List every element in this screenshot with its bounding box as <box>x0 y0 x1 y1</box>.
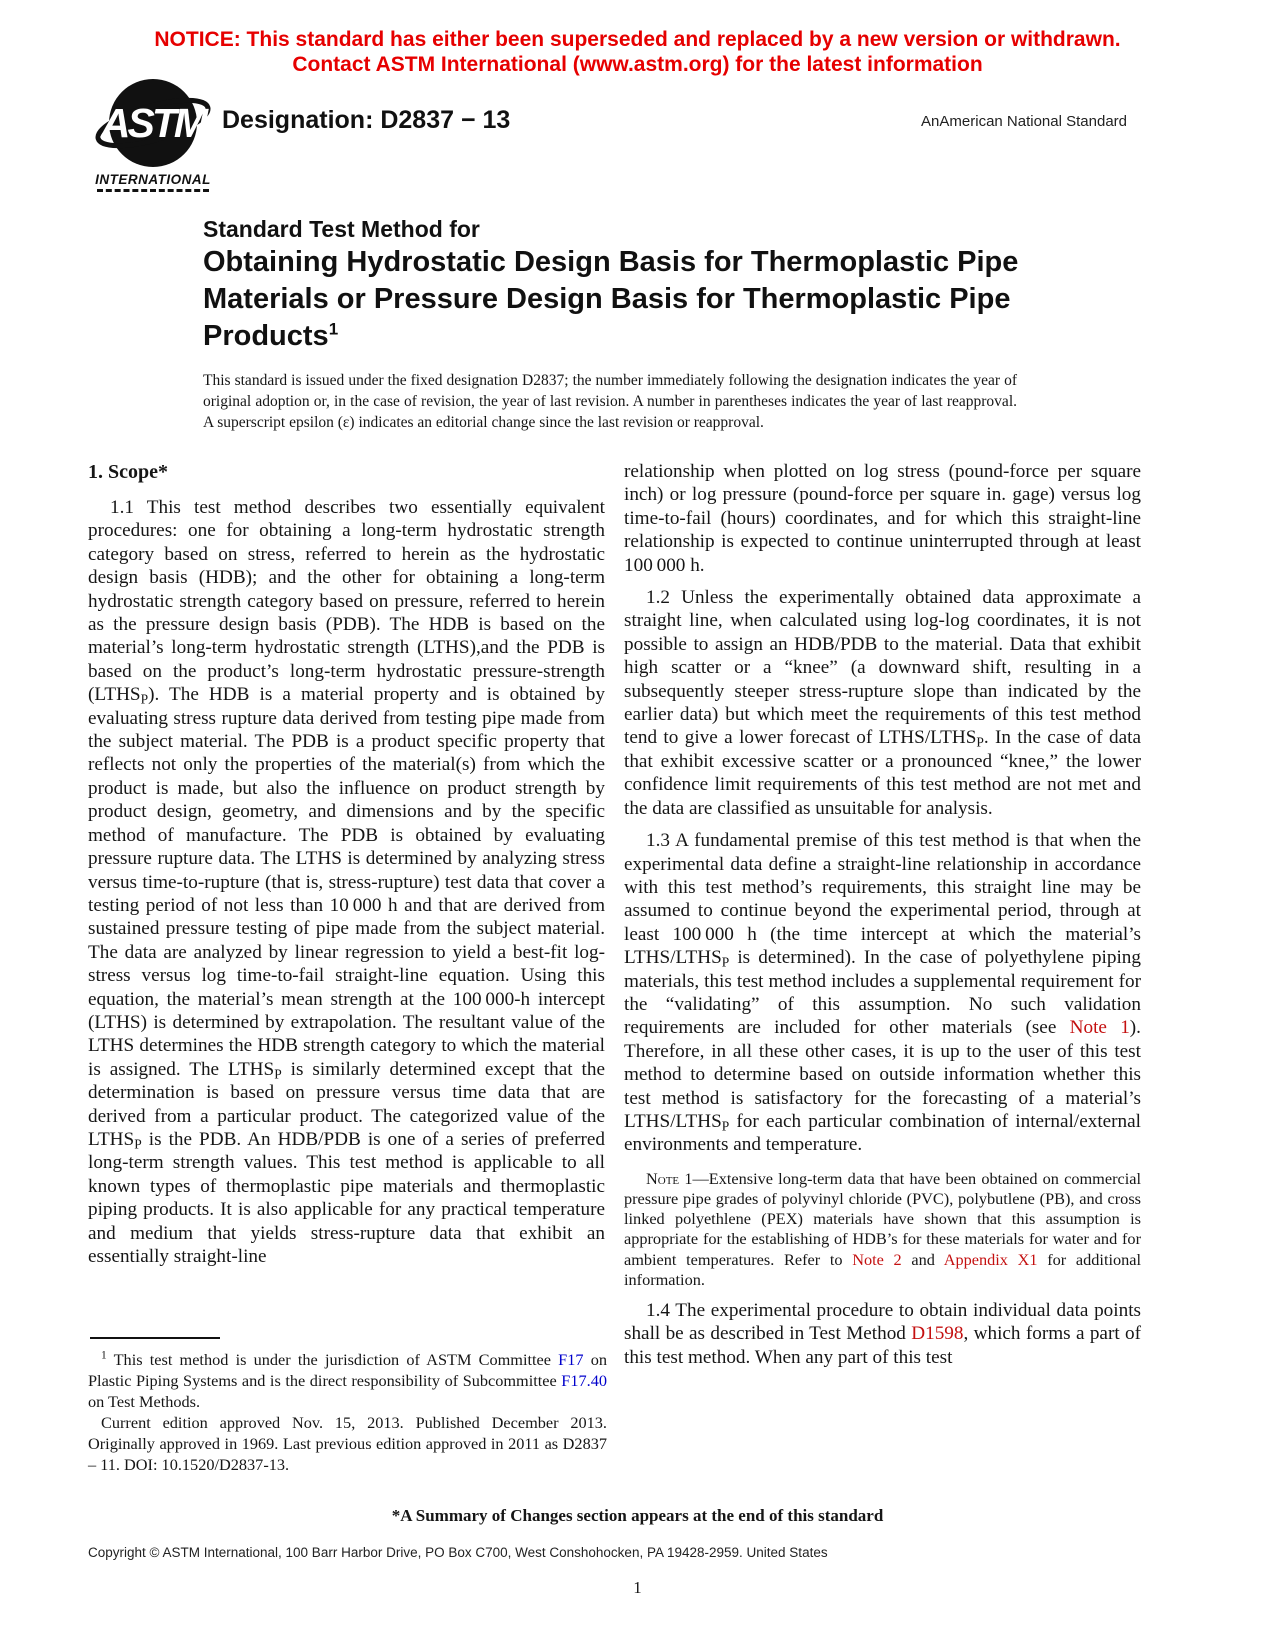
title-line1: Obtaining Hydrostatic Design Basis for Thermoplastic Pipe <box>203 246 1019 278</box>
superseded-notice-line1: NOTICE: This standard has either been superseded and replaced by a new version or withdrawn. <box>154 28 1121 51</box>
title-footnote-ref: 1 <box>328 319 339 339</box>
superseded-notice <box>0 27 1275 77</box>
reference-link[interactable]: F17 <box>558 1350 584 1369</box>
note-1: Note 1—Extensive long-term data that have been obtained on commercial pressure pipe grades of polyvinyl chloride (PVC), polybutlene (PB), and cross linked polyethlene (PEX) materials have shown that this assumption is appropriate for the establishing of HDB’s for these materials for water and for ambient temperatures. Refer to Note 2 and Appendix X1 for additional information. <box>624 1168 1142 1289</box>
footnotes <box>88 1349 607 1475</box>
reference-link[interactable]: Appendix X1 <box>943 1249 1038 1269</box>
reference-link[interactable]: F17.40 <box>561 1371 607 1390</box>
body-column-right <box>624 460 1141 1369</box>
page-number: 1 <box>633 1578 642 1597</box>
footnote-edition: Current edition approved Nov. 15, 2013. Published December 2013. Originally approved in 1969. Last previous edition approved in 2011 as D2837 – 11. DOI: 10.1520/D2837-13. <box>88 1413 607 1474</box>
national-standard-label: AnAmerican National Standard <box>921 113 1127 130</box>
paragraph-1-2: 1.2 Unless the experimentally obtained data approximate a straight line, when calculated using log-log coordinates, it is not possible to assign an HDB/PDB to the material. Data that exhibit high scatter or a “knee” (a downward shift, resulting in a subsequently steeper stress-rupture slope than indicated by the earlier data) but which meet the requirements of this test method tend to give a lower forecast of LTHS/$LTHS_P$. In the case of data that exhibit excessive scatter or a pronounced “knee,” the lower confidence limit requirements of this test method are not met and the data are classified as unsuitable for analysis. <box>624 587 1141 819</box>
paragraph-1-3: 1.3 A fundamental premise of this test method is that when the experimental data define a straight-line relationship in accordance with this test method’s requirements, this straight line may be assumed to continue beyond the experimental period, through at least 100 000 h (the time intercept at which the material’s LTHS/$LTHS_P$ is determined). In the case of polyethylene piping materials, this test method includes a supplemental requirement for the “validating” of this assumption. No such validation requirements are included for other materials (see Note 1). Therefore, in all these other cases, it is up to the user of this test method to determine based on outside information whether this test method is satisfactory for the forecasting of a material’s LTHS/$LTHS_P$ for each particular combination of internal/external environments and temperature. <box>624 830 1141 1156</box>
reference-link[interactable]: Note 2 <box>852 1249 902 1269</box>
footnote-rule <box>90 1337 220 1339</box>
title-kicker: Standard Test Method for <box>203 216 480 242</box>
title-line2: Materials or Pressure Design Basis for Thermoplastic Pipe <box>203 283 1011 315</box>
designation-label: Designation: D2837 − 13 <box>222 106 511 134</box>
astm-logo-international-label: INTERNATIONAL <box>95 172 211 187</box>
reference-link[interactable]: Note 1 <box>1069 1017 1130 1039</box>
superseded-notice-line2: Contact ASTM International (www.astm.org) for the latest information <box>292 53 983 76</box>
summary-of-changes-note: *A Summary of Changes section appears at the end of this standard <box>391 1506 884 1525</box>
footnote-jurisdiction: $^1$ This test method is under the jurisdiction of ASTM Committee F17 on Plastic Piping Systems and is the direct responsibility of Subcommittee F17.40 on Test Methods. <box>88 1349 607 1411</box>
astm-logo <box>90 76 216 192</box>
paragraph-1-4: 1.4 The experimental procedure to obtain individual data points shall be as described in Test Method D1598, which forms a part of this test method. When any part of this test <box>624 1300 1141 1368</box>
svg-text:ASTM: ASTM <box>100 100 206 146</box>
document-title-block <box>203 214 1053 355</box>
astm-logo-dashes <box>97 189 209 192</box>
issuance-preamble: This standard is issued under the fixed designation D2837; the number immediately following the designation indicates the year of original adoption or, in the case of revision, the year of last revision. A number in parentheses indicates the year of last reapproval. A superscript epsilon (ε) indicates an editorial change since the last revision or reapproval. <box>203 372 1017 431</box>
reference-link[interactable]: D1598 <box>911 1323 964 1345</box>
document-title <box>203 244 1053 355</box>
paragraph-1-1-continued: relationship when plotted on log stress (pound-force per square inch) or log pressure (pound-force per square in. gage) versus log time-to-fail (hours) coordinates, and for which this straight-line relationship is expected to continue uninterrupted through at least 100 000 h. <box>624 461 1141 576</box>
copyright-line: Copyright © ASTM International, 100 Barr Harbor Drive, PO Box C700, West Conshohocken, PA 19428-2959. United States <box>88 1545 828 1560</box>
title-line3: Products <box>203 320 329 352</box>
body-column-left <box>88 460 605 1268</box>
astm-globe-icon <box>94 76 212 174</box>
section-heading-scope: 1. Scope* <box>88 461 168 483</box>
paragraph-1-1: 1.1 This test method describes two essentially equivalent procedures: one for obtaining a long-term hydrostatic strength category based on stress, referred to herein as the hydrostatic design basis (HDB); and the other for obtaining a long-term hydrostatic strength category based on pressure, referred to herein as the pressure design basis (PDB). The HDB is based on the material’s long-term hydrostatic strength (LTHS),and the PDB is based on the product’s long-term hydrostatic pressure-strength $(LTHS_P)$. The HDB is a material property and is obtained by evaluating stress rupture data derived from testing pipe made from the subject material. The PDB is a product specific property that reflects not only the properties of the material(s) from which the product is made, but also the influence on product strength by product design, geometry, and dimensions and by the specific method of manufacture. The PDB is obtained by evaluating pressure rupture data. The LTHS is determined by analyzing stress versus time-to-rupture (that is, stress-rupture) test data that cover a testing period of not less than 10 000 h and that are derived from sustained pressure testing of pipe made from the subject material. The data are analyzed by linear regression to yield a best-fit log-stress versus log time-to-fail straight-line equation. Using this equation, the material’s mean strength at the 100 000-h intercept (LTHS) is determined by extrapolation. The resultant value of the LTHS determines the HDB strength category to which the material is assigned. The $LTHS_P$ is similarly determined except that the determination is based on pressure versus time data that are derived from a particular product. The categorized value of the $LTHS_P$ is the PDB. An HDB/PDB is one of a series of preferred long-term strength values. This test method is applicable to all known types of thermoplastic pipe materials and thermoplastic piping products. It is also applicable for any practical temperature and medium that yields stress-rupture data that exhibit an essentially straight-line <box>88 497 605 1267</box>
